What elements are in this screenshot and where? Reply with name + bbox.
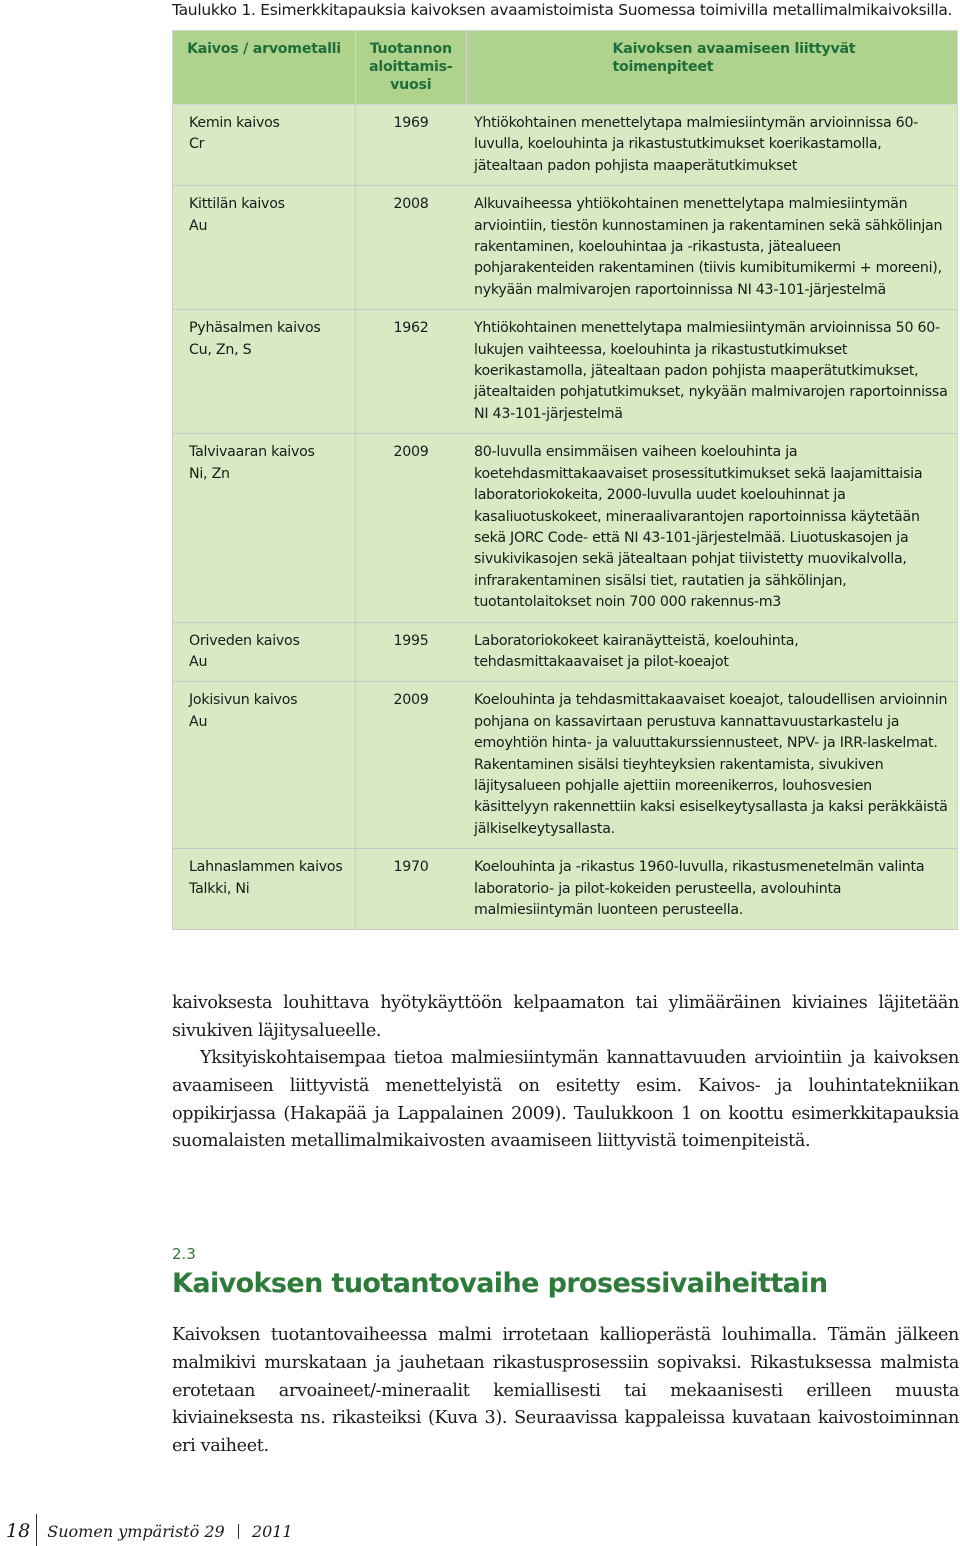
year-cell: 1962 xyxy=(356,310,467,434)
mine-name: Kemin kaivos xyxy=(189,115,280,131)
mine-metal: Ni, Zn xyxy=(189,465,230,482)
mine-metal: Au xyxy=(189,653,208,670)
table-caption: Taulukko 1. Esimerkkitapauksia kaivoksen avaamistoimista Suomessa toimivilla metallimalmikaivoksilla. xyxy=(172,1,953,19)
mining-table xyxy=(172,30,958,930)
mine-name: Oriveden kaivos xyxy=(189,632,300,649)
table-row xyxy=(173,186,958,310)
mine-cell xyxy=(173,849,356,930)
paragraph-continuation: kaivoksesta louhittava hyötykäyttöön kelpaamaton tai ylimääräinen kiviaines läjitetään sivukiven läjitysalueelle. xyxy=(172,993,959,1041)
actions-cell: Yhtiökohtainen menettelytapa malmiesiintymän arvioinnissa 60-luvulla, koelouhinta ja rikastustutkimukset koerikastamolla, jätealtaan padon pohjista maaperätutkimukset xyxy=(466,105,958,186)
year-cell: 2009 xyxy=(356,434,467,622)
mine-name: Pyhäsalmen kaivos xyxy=(189,320,321,337)
table-header-row xyxy=(173,31,958,105)
header-actions: Kaivoksen avaamiseen liittyvät toimenpiteet xyxy=(466,31,958,105)
table-row xyxy=(173,105,958,186)
table-row xyxy=(173,682,958,849)
actions-cell: 80-luvulla ensimmäisen vaiheen koelouhinta ja koetehdasmittakaavaiset prosessitutkimukset sekä laajamittaisia laboratoriokokeita, 2000-luvulla uudet koelouhinnat ja kasaliuotuskokeet, mineraalivarantojen raportoinnissa käytetään sekä JORC Code- että NI 43-101-järjestelmää. Liuotuskasojen ja sivukivikasojen sekä jätealtaan pohjat tiivistetty muovikalvolla, infrarakentaminen sisälsi tiet, rautatien ja sähkölinjan, tuotantolaitokset noin 700 000 rakennus-m3 xyxy=(466,434,958,622)
year-cell: 1995 xyxy=(356,622,467,682)
mine-cell xyxy=(173,622,356,682)
section-number: 2.3 xyxy=(172,1245,196,1263)
mine-name: Kittilän kaivos xyxy=(189,196,285,213)
paragraph-production: Kaivoksen tuotantovaiheessa malmi irrotetaan kallioperästä louhimalla. Tämän jälkeen malmikivi murskataan ja jauhetaan rikastusprosessiin sopivaksi. Rikastuksessa malmista erotetaan arvoaineet/-mineraalit kemiallisesti tai mekaanisesti erilleen muusta kiviaineksesta ns. rikasteiksi (Kuva 3). Seuraavissa kappaleissa kuvataan kaivostoiminnan eri vaiheet. xyxy=(172,1325,959,1457)
actions-cell: Laboratoriokokeet kairanäytteistä, koelouhinta, tehdasmittakaavaiset ja pilot-koeajot xyxy=(466,622,958,682)
mine-metal: Au xyxy=(189,713,208,730)
footer-divider xyxy=(36,1514,37,1546)
table-row xyxy=(173,434,958,622)
actions-cell: Alkuvaiheessa yhtiökohtainen menettelytapa malmiesiintymän arviointiin, tiestön kunnostaminen ja rakentaminen sekä sähkölinjan rakentaminen, koelouhintaa ja -rikastusta, jätealueen pohjarakenteiden rakentaminen (tiivis kumibitumikermi + moreeni), nykyään malmivarojen raportoinnissa NI 43-101-järjestelmä xyxy=(466,186,958,310)
mine-metal: Talkki, Ni xyxy=(189,880,250,897)
year-cell: 1969 xyxy=(356,105,467,186)
mine-metal: Au xyxy=(189,217,208,234)
mine-name: Lahnaslammen kaivos xyxy=(189,859,343,876)
year-cell: 1970 xyxy=(356,849,467,930)
page-footer xyxy=(6,1520,293,1542)
publication-year: 2011 xyxy=(251,1522,293,1541)
paragraph-references: Yksityiskohtaisempaa tietoa malmiesiintymän kannattavuuden arviointiin ja kaivoksen avaamiseen liittyvistä menettelyistä on esitetty esim. Kaivos- ja louhintatekniikan oppikirjassa (Hakapää ja Lappalainen 2009). Taulukkoon 1 on koottu esimerkkitapauksia suomalaisten metallimalmikaivosten avaamiseen liittyvistä toimenpiteistä. xyxy=(172,1048,959,1152)
header-mine: Kaivos / arvometalli xyxy=(173,31,356,105)
table-row xyxy=(173,310,958,434)
footer-separator xyxy=(238,1524,239,1539)
actions-cell: Koelouhinta ja -rikastus 1960-luvulla, rikastusmenetelmän valinta laboratorio- ja pilot-kokeiden perusteella, avolouhinta malmiesiintymän luonteen perusteella. xyxy=(466,849,958,930)
publication-name: Suomen ympäristö xyxy=(47,1522,200,1541)
mine-cell xyxy=(173,186,356,310)
mine-metal: Cu, Zn, S xyxy=(189,341,252,358)
page-number: 18 xyxy=(6,1520,31,1542)
publication-issue: 29 xyxy=(204,1522,225,1541)
year-cell: 2009 xyxy=(356,682,467,849)
table-row xyxy=(173,622,958,682)
mine-cell xyxy=(173,310,356,434)
year-cell: 2008 xyxy=(356,186,467,310)
table-row xyxy=(173,849,958,930)
actions-cell: Yhtiökohtainen menettelytapa malmiesiintymän arvioinnissa 50 60-lukujen vaihteessa, koelouhinta ja rikastustutkimukset koerikastamolla, jätealtaan padon pohjista maaperätutkimukset, jätealtaiden pohjatutkimukset, nykyään malmivarojen raportoinnissa NI 43-101-järjestelmä xyxy=(466,310,958,434)
mine-name: Talvivaaran kaivos xyxy=(189,444,315,461)
mine-cell xyxy=(173,434,356,622)
mine-metal: Cr xyxy=(189,136,205,153)
mine-name: Jokisivun kaivos xyxy=(189,692,298,709)
section-title: Kaivoksen tuotantovaihe prosessivaiheittain xyxy=(172,1268,828,1299)
mine-cell xyxy=(173,105,356,186)
mine-cell xyxy=(173,682,356,849)
actions-cell: Koelouhinta ja tehdasmittakaavaiset koeajot, taloudellisen arvioinnin pohjana on kassavirtaan perustuva kannattavuustarkastelu ja emoyhtiön hinta- ja valuuttakurssiennusteet, NPV- ja IRR-laskelmat. Rakentaminen sisälsi tieyhteyksien rakentamista, sivukiven läjitysalueen pohjalle ajettiin moreenikerros, louhosvesien käsittelyyn rakennettiin kaksi esiselkeytysallasta ja kaksi peräkkäistä jälkiselkeytysallasta. xyxy=(466,682,958,849)
header-year: Tuotannon aloittamis-vuosi xyxy=(356,31,467,105)
